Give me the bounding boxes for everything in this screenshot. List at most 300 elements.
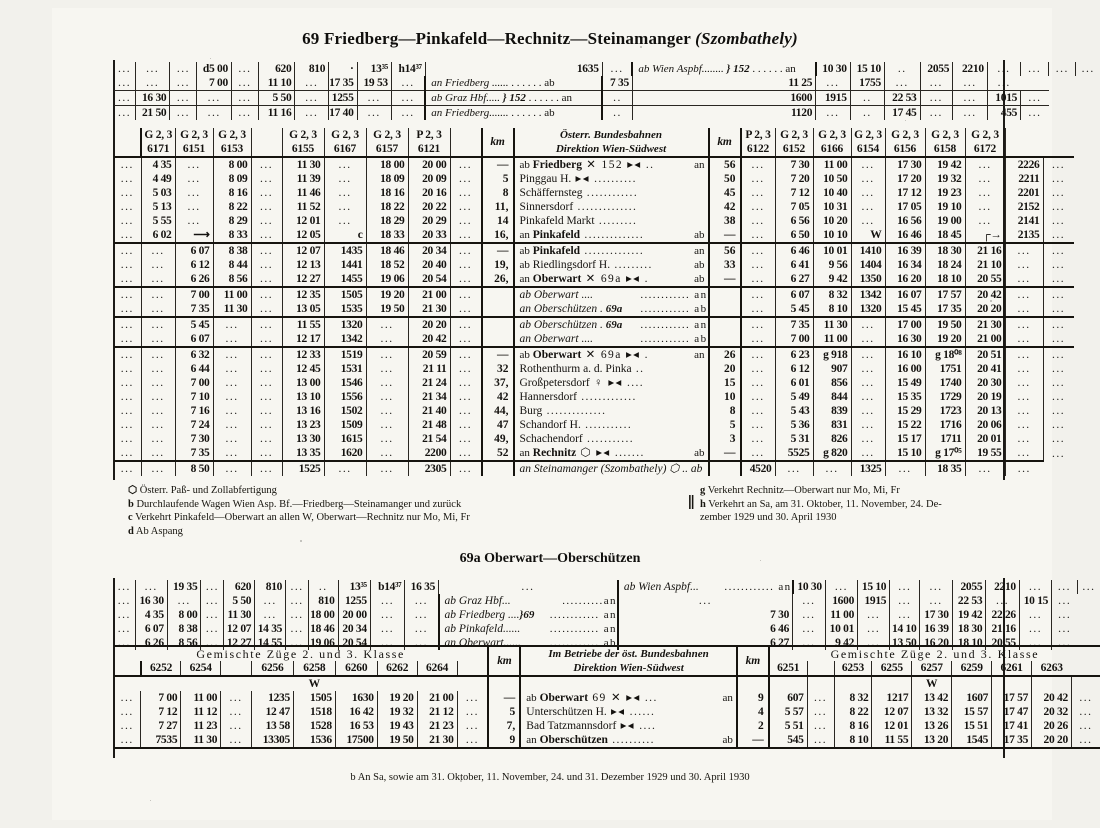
connection-time-cell: 9 42 xyxy=(825,636,857,650)
time-cell: ... xyxy=(1005,418,1043,432)
station-cell xyxy=(514,186,709,200)
time-cell: ... xyxy=(1043,214,1074,228)
time-cell: 11 12 xyxy=(181,705,221,719)
time-cell: 13 30 xyxy=(282,432,324,446)
connection-time-cell: 1755 xyxy=(850,76,884,91)
connection-time-cell: 19 35 xyxy=(167,580,201,594)
connection-time-cell: ... xyxy=(1019,622,1051,636)
time-cell: ... xyxy=(851,376,885,390)
connection-time-cell: ... xyxy=(1019,636,1051,650)
time-cell: ... xyxy=(221,733,252,748)
class-header-left: Gemischte Züge 2. und 3. Klasse xyxy=(114,646,488,661)
connection-time-cell: 16 30 xyxy=(135,594,167,608)
page-title-tail: —Steinamanger xyxy=(570,29,691,48)
table-row xyxy=(114,302,1074,317)
time-cell: 21 48 xyxy=(408,418,450,432)
connection-time-cell: 18 00 xyxy=(309,608,338,622)
brace-reference: }69 xyxy=(519,609,535,621)
connection-time-cell: 810 xyxy=(309,594,338,608)
train-class: P 2, 3 xyxy=(741,128,776,142)
dep-arr-right: ab xyxy=(694,273,705,285)
time-cell: 21 23 xyxy=(417,719,457,733)
connection-time-cell: 19 06 xyxy=(309,636,338,650)
station-cell xyxy=(514,461,709,476)
time-cell: 11 46 xyxy=(282,186,324,200)
connection-row xyxy=(114,106,1100,121)
time-cell: 17 57 xyxy=(925,287,965,302)
connection-time-cell: ... xyxy=(825,580,857,594)
time-cell: ... xyxy=(1005,243,1043,258)
time-cell: 1404 xyxy=(851,258,885,272)
time-cell: ... xyxy=(450,228,482,243)
time-cell: ... xyxy=(1043,446,1074,461)
station-name: Oberwart xyxy=(539,692,589,704)
time-cell: ... xyxy=(213,432,251,446)
station-name: Schachendorf xyxy=(519,433,583,445)
connection-station: ab Graz Hbf... xyxy=(444,595,511,607)
time-cell: 17 35 xyxy=(992,733,1032,748)
time-cell: ... xyxy=(366,347,408,362)
dep-arr-right: an xyxy=(694,349,705,361)
time-cell: 15 22 xyxy=(885,418,925,432)
station-name: an Oberschützen . xyxy=(519,303,603,315)
time-cell: W xyxy=(851,228,885,243)
table-row xyxy=(114,287,1074,302)
time-cell: ... xyxy=(813,461,851,476)
km-left: — xyxy=(482,243,514,258)
connection-time-cell: ... xyxy=(136,62,170,76)
time-cell: ... xyxy=(141,317,175,332)
train-number: 6156 xyxy=(885,142,925,157)
km-left xyxy=(482,287,514,302)
time-cell: ... xyxy=(251,243,282,258)
time-cell: ... xyxy=(213,347,251,362)
time-cell: 12 45 xyxy=(282,362,324,376)
time-cell: c xyxy=(324,228,366,243)
train-number: 6154 xyxy=(851,142,885,157)
time-cell: ... xyxy=(120,706,134,718)
time-cell: 19 42 xyxy=(925,157,965,172)
connection-time-cell: ... xyxy=(953,106,988,121)
km-right xyxy=(709,287,741,302)
time-cell: 11 30 xyxy=(181,733,221,748)
time-cell: ... xyxy=(1005,390,1043,404)
time-cell: 21 30 xyxy=(417,733,457,748)
spacer xyxy=(377,676,417,691)
time-cell: ... xyxy=(114,347,141,362)
table-row xyxy=(114,258,1074,272)
time-cell: 21 12 xyxy=(417,705,457,719)
train-number: 6261 xyxy=(992,661,1032,676)
dep-arr-right: ab xyxy=(694,447,705,459)
final-row xyxy=(114,461,1074,476)
time-cell: 20 20 xyxy=(1032,733,1072,748)
time-cell: 8 44 xyxy=(213,258,251,272)
station-cell xyxy=(520,705,737,719)
spacer xyxy=(114,128,141,142)
time-cell: 20 22 xyxy=(408,200,450,214)
train-class: G 2, 3 xyxy=(965,128,1005,142)
time-cell: ... xyxy=(1043,362,1074,376)
station-leader: ▸◂ .......... xyxy=(571,173,637,185)
time-cell: 1546 xyxy=(324,376,366,390)
admin-line-1: Österr. Bundesbahnen xyxy=(559,129,663,141)
table-row xyxy=(114,272,1074,287)
spacer xyxy=(737,676,769,691)
time-cell: ... xyxy=(141,461,175,476)
time-cell: 17 30 xyxy=(885,157,925,172)
time-cell: g 918 xyxy=(813,347,851,362)
time-cell: ... xyxy=(221,691,252,705)
time-cell: 5 43 xyxy=(775,404,813,418)
time-cell: ... xyxy=(141,446,175,461)
time-cell: ... xyxy=(457,719,488,733)
connection-time-cell: .. xyxy=(884,62,920,76)
connection-time-cell: ... xyxy=(370,622,405,636)
connection-time-cell: 18 46 xyxy=(309,622,338,636)
time-cell: ... xyxy=(120,447,134,459)
connection-time-cell: 17 40 xyxy=(329,106,357,121)
connection-station: ab Friedberg .... xyxy=(444,609,520,621)
admin-line-1: Im Betriebe der öst. Bundesbahnen xyxy=(548,648,709,660)
time-cell: ... xyxy=(1005,272,1043,287)
connection-time-cell: ... xyxy=(286,608,309,622)
time-cell: ... xyxy=(114,287,141,302)
station-name: Unterschützen H. xyxy=(526,706,607,718)
km-left: — xyxy=(482,347,514,362)
train-class: G 2, 3 xyxy=(282,128,324,142)
station-name: Friedberg xyxy=(532,159,582,171)
time-cell: 7 16 xyxy=(175,404,213,418)
station-leader: ▸◂ ...... xyxy=(606,706,656,718)
km-right: 4 xyxy=(737,705,769,719)
time-cell: ... xyxy=(450,362,482,376)
train-number xyxy=(457,661,488,676)
time-cell: 1509 xyxy=(324,418,366,432)
time-cell: 10 31 xyxy=(813,200,851,214)
connection-time-cell: ... xyxy=(231,91,258,106)
time-cell: 1455 xyxy=(324,272,366,287)
connection-time-cell: ... xyxy=(1052,622,1078,636)
train-number xyxy=(251,142,282,157)
time-cell: ... xyxy=(450,418,482,432)
time-cell: ... xyxy=(213,390,251,404)
brace-69a: 69a xyxy=(605,319,623,331)
spacer xyxy=(335,676,377,691)
time-cell: 2226 xyxy=(1005,157,1043,172)
connection-time-cell: ... xyxy=(231,76,258,91)
table-row xyxy=(114,719,1100,733)
time-cell: ... xyxy=(1005,302,1043,317)
time-cell: ... xyxy=(251,332,282,347)
time-cell: 21 11 xyxy=(408,362,450,376)
connection-time-cell: 7 35 xyxy=(602,76,632,91)
time-cell: 20 01 xyxy=(965,432,1005,446)
time-cell: 1545 xyxy=(952,733,992,748)
time-cell: ... xyxy=(120,201,134,213)
time-cell: 19 10 xyxy=(925,200,965,214)
connection-time-cell: ... xyxy=(391,91,425,106)
km-header-right: km xyxy=(737,646,769,676)
time-cell: ... xyxy=(114,157,141,172)
station-cell xyxy=(514,172,709,186)
connection-time-cell: 8 56 xyxy=(167,636,201,650)
train-class: G 2, 3 xyxy=(925,128,965,142)
connection-time-cell: ... xyxy=(920,76,953,91)
time-cell: 20 06 xyxy=(965,418,1005,432)
time-cell: ... xyxy=(457,691,488,705)
time-cell: 16 46 xyxy=(885,228,925,243)
time-cell: ... xyxy=(141,376,175,390)
km-right: — xyxy=(709,272,741,287)
connection-time-cell: ... xyxy=(370,608,405,622)
time-cell: ... xyxy=(141,404,175,418)
time-cell: 13 10 xyxy=(282,390,324,404)
time-cell: ... xyxy=(120,363,134,375)
scan-speckle xyxy=(640,46,642,48)
connection-time-cell: ... xyxy=(135,580,167,594)
page-title-paren: (Szombathely) xyxy=(695,29,798,48)
time-cell: 1630 xyxy=(335,691,377,705)
station-name: Pinkafeld xyxy=(532,229,581,241)
class-header-right: Gemischte Züge 2. und 3. Klasse xyxy=(769,646,1100,661)
station-name: Sinnersdorf xyxy=(519,201,574,213)
time-cell: 7 12 xyxy=(141,705,181,719)
table-row xyxy=(114,404,1074,418)
time-cell: 5525 xyxy=(775,446,813,461)
time-cell: ... xyxy=(851,390,885,404)
connection-time-cell: ... xyxy=(370,636,405,650)
time-cell: ... xyxy=(251,200,282,214)
time-cell: 10 01 xyxy=(813,243,851,258)
time-cell: 8 32 xyxy=(813,287,851,302)
time-cell: 13 32 xyxy=(912,705,952,719)
time-cell: 6 50 xyxy=(775,228,813,243)
time-cell: 1519 xyxy=(324,347,366,362)
station-leader: ✕ 152 ▸◂ .. xyxy=(581,159,655,171)
time-cell: 18 16 xyxy=(366,186,408,200)
connection-time-cell: 7 00 xyxy=(197,76,232,91)
km-header-right: km xyxy=(709,128,741,157)
station-leader: .............. xyxy=(580,229,645,241)
time-cell: ... xyxy=(741,287,776,302)
time-cell: 18 46 xyxy=(366,243,408,258)
connection-time-cell: ... xyxy=(286,580,309,594)
connection-row xyxy=(114,580,1100,594)
time-cell: ... xyxy=(114,243,141,258)
station-leader: ........... xyxy=(582,433,635,445)
time-cell: ... xyxy=(251,432,282,446)
connection-time-cell: ... xyxy=(255,594,286,608)
time-cell: ⟶ xyxy=(175,228,213,243)
time-cell: ... xyxy=(324,461,366,476)
scan-speckle xyxy=(760,560,761,561)
connection-time-cell: h14³⁷ xyxy=(391,62,425,76)
time-cell: 2200 xyxy=(408,446,450,461)
footnote-item xyxy=(128,511,688,525)
connection-time-cell: 620 xyxy=(258,62,295,76)
time-cell: 16 39 xyxy=(885,243,925,258)
time-cell: ... xyxy=(851,186,885,200)
time-cell: 8 50 xyxy=(175,461,213,476)
connection-time-cell: ... xyxy=(201,608,224,622)
time-cell: 21 00 xyxy=(965,332,1005,347)
km-right xyxy=(709,302,741,317)
connection-time-cell: 22 26 xyxy=(986,608,1020,622)
table-row xyxy=(114,432,1074,446)
time-cell: 6 32 xyxy=(175,347,213,362)
time-cell: ... xyxy=(366,317,408,332)
connection-time-cell: 11 10 xyxy=(258,76,295,91)
train-number: 6251 xyxy=(769,661,807,676)
time-cell: 5 13 xyxy=(141,200,175,214)
time-cell: 10 50 xyxy=(813,172,851,186)
train-class xyxy=(450,128,482,142)
time-cell: 17 41 xyxy=(992,719,1032,733)
time-cell: 8 00 xyxy=(213,157,251,172)
connection-time-cell: ... xyxy=(357,91,391,106)
dep-arr-right: an xyxy=(694,245,705,257)
km-left: 16, xyxy=(482,228,514,243)
connection-time-cell: 16 20 xyxy=(920,636,952,650)
time-cell: ... xyxy=(851,347,885,362)
spacer xyxy=(769,676,807,691)
time-cell: ... xyxy=(213,376,251,390)
time-cell: ... xyxy=(1043,287,1074,302)
time-cell: ... xyxy=(450,272,482,287)
time-cell: ... xyxy=(366,446,408,461)
time-cell: ... xyxy=(741,446,776,461)
time-cell: ... xyxy=(366,461,408,476)
connection-time-cell: 13³⁵ xyxy=(338,580,370,594)
time-cell: 13305 xyxy=(252,733,294,748)
connection-time-cell: 18 30 xyxy=(952,622,986,636)
connection-time-cell: ... xyxy=(405,636,439,650)
km-right: — xyxy=(737,733,769,748)
time-cell: ... xyxy=(1043,418,1074,432)
station-cell xyxy=(514,390,709,404)
train-class: G 2, 3 xyxy=(775,128,813,142)
connection-time-cell: 12 27 xyxy=(224,636,255,650)
time-cell: 1502 xyxy=(324,404,366,418)
connection-label: ab Graz Hbf..... } 152 . . . . . . an xyxy=(425,91,602,106)
time-cell: 20 51 xyxy=(965,347,1005,362)
station-leader: .. xyxy=(631,363,645,375)
connection-time-cell: 8 38 xyxy=(167,622,201,636)
connection-time-cell: ... xyxy=(136,76,170,91)
connection-time-cell: 5 50 xyxy=(258,91,295,106)
connection-time-cell: 6 27 xyxy=(618,636,793,650)
time-cell: ... xyxy=(221,719,252,733)
time-cell: 12 01 xyxy=(282,214,324,228)
time-cell: ... xyxy=(120,720,134,732)
connection-time-cell: ... xyxy=(231,106,258,121)
station-leader: ........... xyxy=(580,419,633,431)
station-name: Rechnitz xyxy=(532,447,577,459)
time-cell: 17 05 xyxy=(885,200,925,214)
km-left: 11, xyxy=(482,200,514,214)
connection-time-cell: 15 10 xyxy=(850,62,884,76)
time-cell: 4 35 xyxy=(141,157,175,172)
connection-time-cell: 19 53 xyxy=(357,76,391,91)
connection-label xyxy=(439,594,618,608)
station-cell xyxy=(520,691,737,705)
time-cell: 1751 xyxy=(925,362,965,376)
connection-time-cell: 1600 xyxy=(825,594,857,608)
time-cell: ... xyxy=(1005,446,1043,461)
time-cell: 13 00 xyxy=(282,376,324,390)
km-right: 50 xyxy=(709,172,741,186)
station-name: Oberschützen xyxy=(539,734,608,746)
time-cell: 20 30 xyxy=(965,376,1005,390)
time-cell: ... xyxy=(1043,228,1074,243)
train-number: 6158 xyxy=(925,142,965,157)
time-cell: ... xyxy=(741,432,776,446)
station-leader: ............ ab xyxy=(640,303,708,315)
time-cell: ... xyxy=(221,705,252,719)
station-leader: ✕ 69a ▸◂ . xyxy=(581,273,649,285)
time-cell: ... xyxy=(1005,347,1043,362)
time-cell: 6 12 xyxy=(175,258,213,272)
station-name: Rothenthurm a. d. Pinka xyxy=(519,363,632,375)
time-cell: 19 32 xyxy=(377,705,417,719)
connection-time-cell: ... xyxy=(884,76,920,91)
time-cell: ... xyxy=(450,446,482,461)
time-cell: 20 41 xyxy=(965,362,1005,376)
connection-label: an Friedberg ...... . . . . . . ab xyxy=(425,76,602,91)
table-row xyxy=(114,214,1074,228)
time-cell: 19 20 xyxy=(366,287,408,302)
station-name: Pinkafeld Markt xyxy=(519,215,595,227)
connection-time-cell: ... xyxy=(986,594,1020,608)
administration-header xyxy=(520,646,737,676)
table-row xyxy=(114,705,1100,719)
time-cell: 12 13 xyxy=(282,258,324,272)
connection-row xyxy=(114,608,1100,622)
time-cell: 11 23 xyxy=(181,719,221,733)
time-cell: 11 30 xyxy=(282,157,324,172)
time-cell: 5 49 xyxy=(775,390,813,404)
time-cell: 20 29 xyxy=(408,214,450,228)
time-cell: 5 03 xyxy=(141,186,175,200)
km-left: 42 xyxy=(482,390,514,404)
time-cell: 17 35 xyxy=(925,302,965,317)
time-cell: 17500 xyxy=(335,733,377,748)
time-cell: ... xyxy=(251,186,282,200)
connection-time-cell: ... xyxy=(357,106,391,121)
time-cell: 8 38 xyxy=(213,243,251,258)
station-name: Burg xyxy=(519,405,543,417)
time-cell: 15 57 xyxy=(952,705,992,719)
time-cell: 2141 xyxy=(1005,214,1043,228)
time-cell: ... xyxy=(141,287,175,302)
connection-label: ab Wien Aspbf........ } 152 . . . . . . an xyxy=(632,62,815,76)
time-cell: ... xyxy=(807,733,834,748)
time-cell: 6 02 xyxy=(141,228,175,243)
time-cell: 18 09 xyxy=(366,172,408,186)
time-cell: ... xyxy=(1005,362,1043,376)
km-left: 37, xyxy=(482,376,514,390)
time-cell: ... xyxy=(213,418,251,432)
time-cell: ... xyxy=(251,362,282,376)
km-left: — xyxy=(488,691,520,705)
time-cell: ... xyxy=(213,446,251,461)
time-cell: 7 27 xyxy=(141,719,181,733)
km-left: 7, xyxy=(488,719,520,733)
time-cell: 13 16 xyxy=(282,404,324,418)
time-cell: ... xyxy=(141,347,175,362)
time-cell: 8 10 xyxy=(813,302,851,317)
